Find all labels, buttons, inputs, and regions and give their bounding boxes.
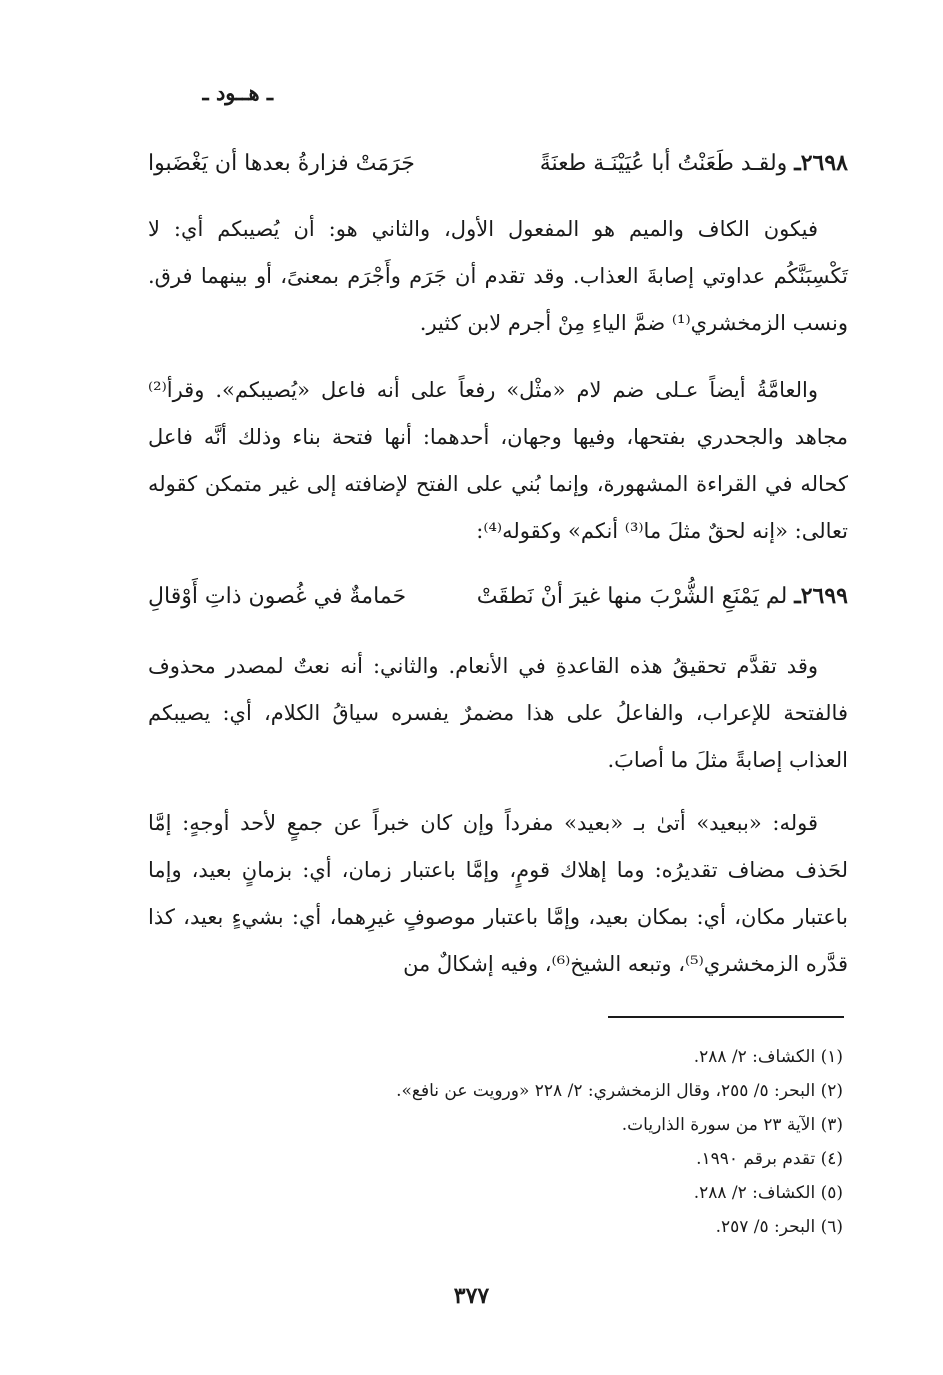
paragraph-text: وقد تقدَّم تحقيقُ هذه القاعدةِ في الأنعام. والثاني: أنه نعتٌ لمصدر محذوف فالفتحة للإعراب، والفاعلُ على هذا مضمرٌ يفسره سياقُ الكلام، أي: يصيبكم العذاب إصابةً مثلَ ما أصابَ. [148,654,848,772]
verse-second-hemistich: حَمامةٌ في غُصون ذاتِ أَوْقالِ [148,584,407,609]
paragraph-3 [148,643,848,784]
footnote-3: (٣) الآية ٢٣ من سورة الذاريات. [621,1115,843,1135]
verse-number: ٢٦٩٨ـ [794,150,848,176]
paragraph-1 [148,206,848,347]
footnote-5: (٥) الكشاف: ٢/ ٢٨٨. [693,1183,843,1203]
paragraph-4 [148,800,848,988]
verse-second-hemistich: جَرَمَتْ فزارةُ بعدها أن يَغْضَبوا [148,151,415,176]
paragraph-2 [148,367,848,555]
footnote-4: (٤) تقدم برقم ١٩٩٠. [696,1149,843,1169]
footnote-2: (٢) البحر: ٥/ ٢٥٥، وقال الزمخشري: ٢/ ٢٢٨ «ورويت عن نافع». [396,1081,843,1101]
verse-2698 [148,150,848,176]
footnote-1: (١) الكشاف: ٢/ ٢٨٨. [693,1047,843,1067]
footnotes-list [223,1040,843,1244]
hemistich-text: ولقـد طَعَنْتُ أبا عُيَيْنَـة طعنَةً [539,151,788,176]
running-header: ـ هــود ـ [202,80,273,105]
footnote-6: (٦) البحر: ٥/ ٢٥٧. [715,1217,843,1237]
page-number: ٣٧٧ [453,1283,490,1309]
hemistich-text: لم يَمْنَعِ الشُّرْبَ منها غيرَ أنْ نَطقَتْ [476,584,788,609]
verse-first-hemistich [540,150,848,176]
paragraph-text: والعامَّةُ أيضاً عـلى ضم لام «مثْل» رفعاً على أنه فاعل «يُصيبكم». وقرأ⁽²⁾ مجاهد والجحدري بفتحها، وفيها وجهان، أحدهما: أنها فتحة بناء وذلك أنَّه فاعل كحاله في القراءة المشهورة، وإنما بُني على الفتح لإضافته إلى غير متمكن كقوله تعالى: «إنه لحقٌ مثلَ ما⁽³⁾ أنكم» وكقوله⁽⁴⁾: [148,378,848,543]
paragraph-text: قوله: «ببعيد» أتىٰ بـ «بعيد» مفرداً وإن كان خبراً عن جمعٍ لأحد أوجهٍ: إمَّا لحَذف مضاف تقديرُه: وما إهلاك قومٍ، وإمَّا باعتبار زمان، أي: بزمانٍ بعيد، وإما باعتبار مكان، أي: بمكان بعيد، وإمَّا باعتبار موصوفٍ غيرِهما، أي: بشيءٍ بعيد، كذا قدَّره الزمخشري⁽⁵⁾، وتبعه الشيخ⁽⁶⁾، وفيه إشكالٌ من [148,811,848,976]
paragraph-text: فيكون الكاف والميم هو المفعول الأول، والثاني هو: أن يُصيبكم أي: لا تَكْسِبَنَّكُم عداوتي إصابةَ العذاب. وقد تقدم أن جَرَم وأَجْرَم بمعنىً، أو بينهما فرق. ونسب الزمخشري⁽¹⁾ ضمَّ الياءِ مِنْ أجرم لابن كثير. [148,217,848,335]
verse-number: ٢٦٩٩ـ [794,583,848,609]
verse-2699 [148,583,848,609]
verse-first-hemistich [477,583,848,609]
footnote-separator [608,1016,844,1018]
